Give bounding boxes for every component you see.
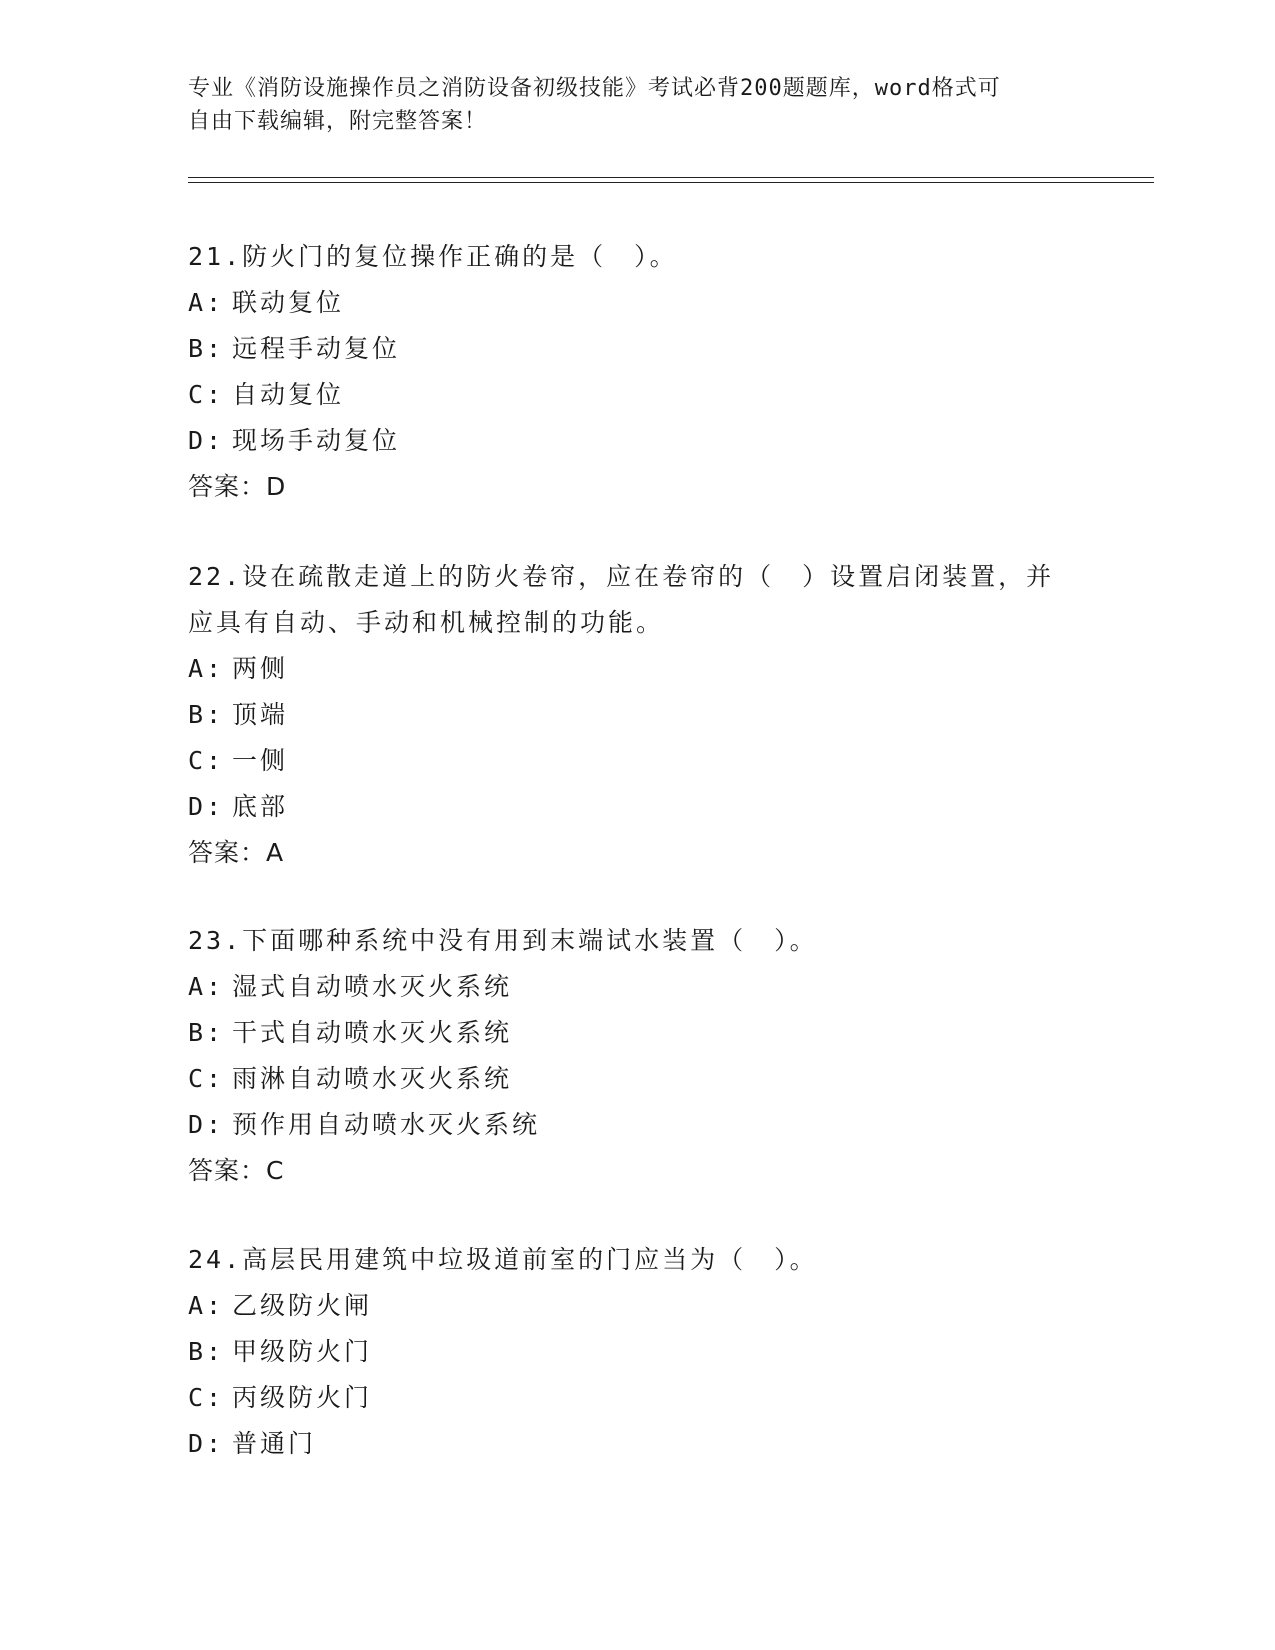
option-text: 乙级防火闸 bbox=[232, 1291, 373, 1320]
option-a bbox=[188, 646, 1088, 692]
question-stem: 24.高层民用建筑中垃圾道前室的门应当为（ ）。 bbox=[188, 1245, 818, 1274]
option-d bbox=[188, 1102, 1088, 1148]
option-d bbox=[188, 784, 1088, 830]
question-stem: 21.防火门的复位操作正确的是（ ）。 bbox=[188, 242, 678, 271]
option-d bbox=[188, 418, 1088, 464]
option-a bbox=[188, 964, 1088, 1010]
header-divider-bottom bbox=[188, 182, 1154, 183]
option-key: B: bbox=[188, 700, 225, 729]
option-d bbox=[188, 1421, 1088, 1467]
option-text: 联动复位 bbox=[232, 288, 345, 317]
option-key: B: bbox=[188, 1018, 225, 1047]
option-key: A: bbox=[188, 654, 225, 683]
option-key: C: bbox=[188, 1383, 225, 1412]
option-c bbox=[188, 1056, 1088, 1102]
option-text: 底部 bbox=[232, 792, 289, 821]
option-text: 普通门 bbox=[232, 1429, 317, 1458]
option-key: C: bbox=[188, 746, 225, 775]
option-a bbox=[188, 280, 1088, 326]
question-24 bbox=[188, 1237, 1088, 1467]
option-key: D: bbox=[188, 792, 225, 821]
option-text: 远程手动复位 bbox=[232, 334, 401, 363]
option-text: 顶端 bbox=[232, 700, 289, 729]
option-text: 丙级防火门 bbox=[232, 1383, 373, 1412]
option-text: 两侧 bbox=[232, 654, 289, 683]
option-key: C: bbox=[188, 380, 225, 409]
option-text: 自动复位 bbox=[232, 380, 345, 409]
option-key: B: bbox=[188, 1337, 225, 1366]
question-22 bbox=[188, 554, 1088, 876]
option-key: D: bbox=[188, 426, 225, 455]
option-text: 预作用自动喷水灭火系统 bbox=[232, 1110, 541, 1139]
option-b bbox=[188, 326, 1088, 372]
option-b bbox=[188, 1010, 1088, 1056]
option-key: A: bbox=[188, 288, 225, 317]
option-text: 甲级防火门 bbox=[232, 1337, 373, 1366]
option-c bbox=[188, 372, 1088, 418]
question-stem-line-1: 22.设在疏散走道上的防火卷帘，应在卷帘的（ ）设置启闭装置，并 bbox=[188, 562, 1055, 591]
option-key: D: bbox=[188, 1429, 225, 1458]
option-c bbox=[188, 738, 1088, 784]
option-text: 现场手动复位 bbox=[232, 426, 401, 455]
header-divider-top bbox=[188, 177, 1154, 178]
option-c bbox=[188, 1375, 1088, 1421]
answer: 答案：D bbox=[188, 472, 287, 501]
answer: 答案：C bbox=[188, 1156, 285, 1185]
document-header bbox=[188, 72, 1088, 138]
option-a bbox=[188, 1283, 1088, 1329]
option-b bbox=[188, 1329, 1088, 1375]
question-stem: 23.下面哪种系统中没有用到末端试水装置（ ）。 bbox=[188, 926, 818, 955]
option-key: C: bbox=[188, 1064, 225, 1093]
option-text: 干式自动喷水灭火系统 bbox=[232, 1018, 513, 1047]
option-key: B: bbox=[188, 334, 225, 363]
option-key: A: bbox=[188, 1291, 225, 1320]
question-21 bbox=[188, 234, 1088, 510]
option-key: A: bbox=[188, 972, 225, 1001]
header-line-2: 自由下载编辑，附完整答案！ bbox=[188, 109, 488, 134]
answer: 答案：A bbox=[188, 838, 285, 867]
option-b bbox=[188, 692, 1088, 738]
question-stem-line-2: 应具有自动、手动和机械控制的功能。 bbox=[188, 608, 665, 637]
option-text: 一侧 bbox=[232, 746, 289, 775]
header-line-1: 专业《消防设施操作员之消防设备初级技能》考试必背200题题库，word格式可 bbox=[188, 76, 1001, 101]
option-text: 湿式自动喷水灭火系统 bbox=[232, 972, 513, 1001]
option-text: 雨淋自动喷水灭火系统 bbox=[232, 1064, 513, 1093]
question-23 bbox=[188, 918, 1088, 1194]
option-key: D: bbox=[188, 1110, 225, 1139]
